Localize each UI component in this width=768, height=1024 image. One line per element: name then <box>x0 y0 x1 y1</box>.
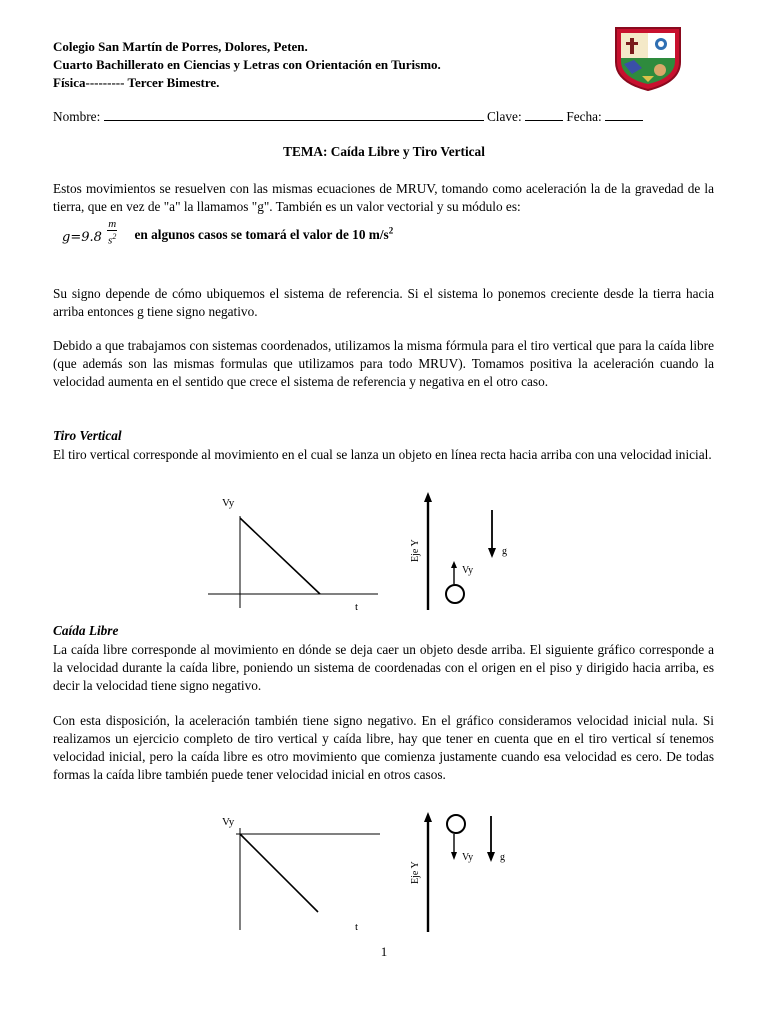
vy-axis-label: Vy <box>222 497 235 509</box>
formula-note-text: en algunos casos se tomará el valor de 10 m/s <box>134 227 389 243</box>
t-axis-label-2: t <box>355 921 359 933</box>
formula-note-exp: 2 <box>388 225 394 236</box>
tiro-vertical-diagram <box>200 488 520 616</box>
formula-lhs: g=9.8 <box>62 230 102 246</box>
fecha-field[interactable] <box>605 108 643 121</box>
vy-t-graph <box>208 497 378 613</box>
eje-y-label-2: Eje Y <box>410 861 421 884</box>
page-title: TEMA: Caída Libre y Tiro Vertical <box>283 144 485 159</box>
gravity-formula <box>62 218 393 254</box>
gravity-arrow <box>488 510 507 558</box>
caida-libre-diagram <box>200 808 520 938</box>
formula-fraction <box>107 218 117 247</box>
tiro-vertical-heading: Tiro Vertical <box>53 428 122 443</box>
formula-den-base: s <box>108 234 113 247</box>
fecha-label: Fecha: <box>566 109 602 124</box>
ball-with-velocity <box>446 561 473 603</box>
velocity-line <box>240 518 320 594</box>
formula-numerator: m <box>108 218 117 230</box>
caida-libre-text-1: La caída libre corresponde al movimiento en dónde se deja caer un objeto desde arriba. El siguiente gráfico corresponde a la velocidad durante la caída libre, poniendo un sistema de coordenadas con el origen en el piso y dirigido hacia arriba, es decir la velocidad tiene signo negativo. <box>53 642 714 693</box>
y-axis-arrow-2 <box>410 812 432 932</box>
eje-y-label: Eje Y <box>410 539 421 562</box>
student-form-line <box>53 108 643 126</box>
caida-libre-text-2: Con esta disposición, la aceleración también tiene signo negativo. En el gráfico consideramos velocidad inicial nula. Si realizamos un ejercicio completo de tiro vertical y caída libre, hay que tener en cuenta que en el tiro vertical sí tenemos velocidad inicial, pero la caída libre es otro movimiento que comienza justamente cuando esa velocidad es cero. De todas formas la caída libre también puede tener velocidad inicial en otros casos. <box>53 713 714 782</box>
grade-line: Cuarto Bachillerato en Ciencias y Letras con Orientación en Turismo. <box>53 57 441 72</box>
vy-axis-label-2: Vy <box>222 816 235 828</box>
gravity-arrow-2 <box>487 816 505 863</box>
page-number: 1 <box>380 944 388 959</box>
ball-vy-label: Vy <box>462 565 474 576</box>
t-axis-label: t <box>355 601 359 613</box>
formula-denominator <box>107 231 117 247</box>
clave-label: Clave: <box>486 109 522 124</box>
school-crest-logo <box>612 24 684 92</box>
nombre-label: Nombre: <box>53 109 101 124</box>
ball-circle-2 <box>447 815 465 833</box>
subject-line: Física--------- Tercer Bimestre. <box>53 75 220 90</box>
ball-circle <box>446 585 464 603</box>
caida-libre-heading: Caída Libre <box>53 623 119 638</box>
tiro-vertical-text: El tiro vertical corresponde al movimiento en el cual se lanza un objeto en línea recta hacia arriba con una velocidad inicial. <box>53 447 712 462</box>
formula-den-exp: 2 <box>112 232 117 241</box>
school-name: Colegio San Martín de Porres, Dolores, Peten. <box>53 39 308 54</box>
clave-field[interactable] <box>525 108 563 121</box>
nombre-field[interactable] <box>104 108 484 121</box>
intro-paragraph: Estos movimientos se resuelven con las mismas ecuaciones de MRUV, tomando como aceleración la de la gravedad de la tierra, que en vez de "a" la llamamos "g". También es un valor vectorial y su módulo es: <box>53 181 714 214</box>
g-label-2: g <box>500 852 505 863</box>
velocity-line-2 <box>240 834 318 912</box>
y-axis-arrow <box>410 492 432 610</box>
formula-note <box>135 227 394 242</box>
vy-t-graph-2 <box>222 816 380 933</box>
g-label: g <box>502 546 507 557</box>
sign-paragraph: Su signo depende de cómo ubiquemos el sistema de referencia. Si el sistema lo ponemos creciente desde la tierra hacia arriba entonces g tiene signo negativo. <box>53 286 714 319</box>
coords-paragraph: Debido a que trabajamos con sistemas coordenados, utilizamos la misma fórmula para el tiro vertical que para la caída libre (que además son las mismas formulas que utilizamos para todo MRUV). Tomamos positiva la aceleración cuando la velocidad aumenta en el sentido que crece el sistema de referencia y negativa en el otro caso. <box>53 338 714 389</box>
ball-falling <box>447 815 473 863</box>
ball-vy-label-2: Vy <box>462 852 474 863</box>
